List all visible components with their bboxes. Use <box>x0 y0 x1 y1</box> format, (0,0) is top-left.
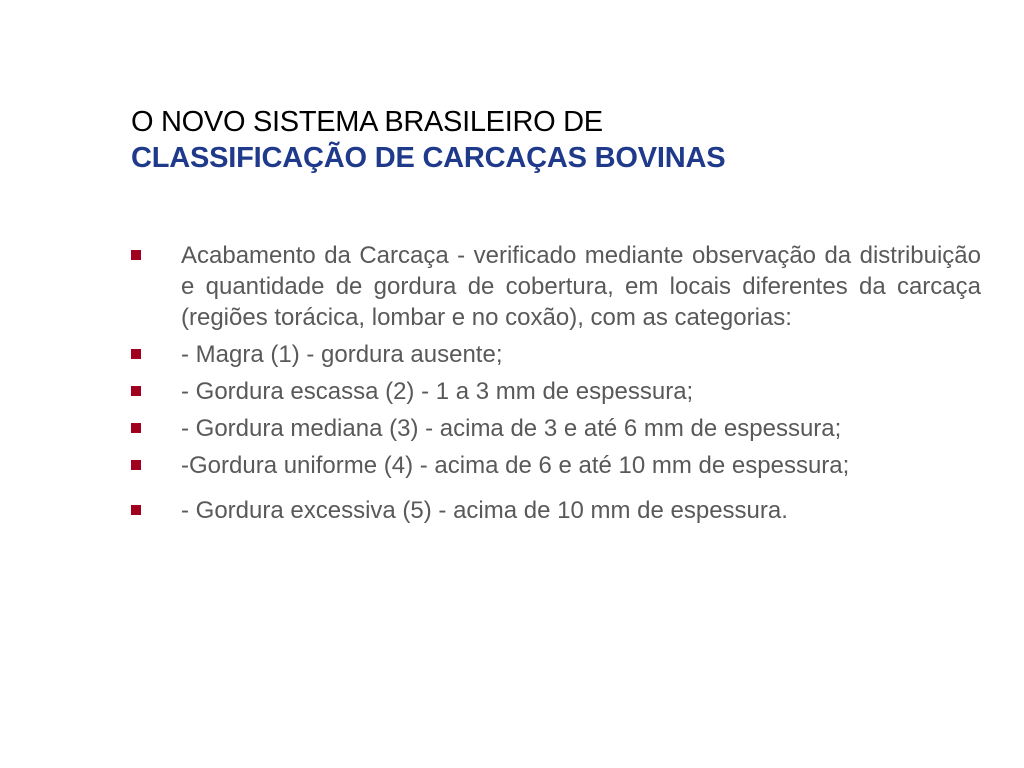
bullet-item <box>131 240 981 333</box>
bullet-text: Acabamento da Carcaça - verificado mediante observação da distribuição e quantidade de gordura de cobertura, em locais diferentes da carcaça (regiões torácica, lombar e no coxão), com as categorias: <box>181 242 981 331</box>
bullet-text: - Gordura escassa (2) - 1 a 3 mm de espessura; <box>181 378 694 405</box>
title-line-2: CLASSIFICAÇÃO DE CARCAÇAS BOVINAS <box>131 142 726 174</box>
bullet-item <box>131 450 981 481</box>
bullet-item <box>131 495 981 526</box>
bullet-list <box>131 240 981 532</box>
title-line-1: O NOVO SISTEMA BRASILEIRO DE <box>131 106 603 138</box>
square-bullet-icon <box>131 423 141 433</box>
square-bullet-icon <box>131 505 141 515</box>
bullet-item <box>131 413 981 444</box>
bullet-item <box>131 376 981 407</box>
square-bullet-icon <box>131 386 141 396</box>
slide-title <box>131 104 991 176</box>
bullet-text: - Magra (1) - gordura ausente; <box>181 341 503 368</box>
square-bullet-icon <box>131 250 141 260</box>
square-bullet-icon <box>131 349 141 359</box>
bullet-item <box>131 339 981 370</box>
bullet-text: - Gordura mediana (3) - acima de 3 e até 6 mm de espessura; <box>181 415 842 442</box>
square-bullet-icon <box>131 460 141 470</box>
bullet-text: -Gordura uniforme (4) - acima de 6 e até 10 mm de espessura; <box>181 452 850 479</box>
bullet-text: - Gordura excessiva (5) - acima de 10 mm de espessura. <box>181 497 788 524</box>
